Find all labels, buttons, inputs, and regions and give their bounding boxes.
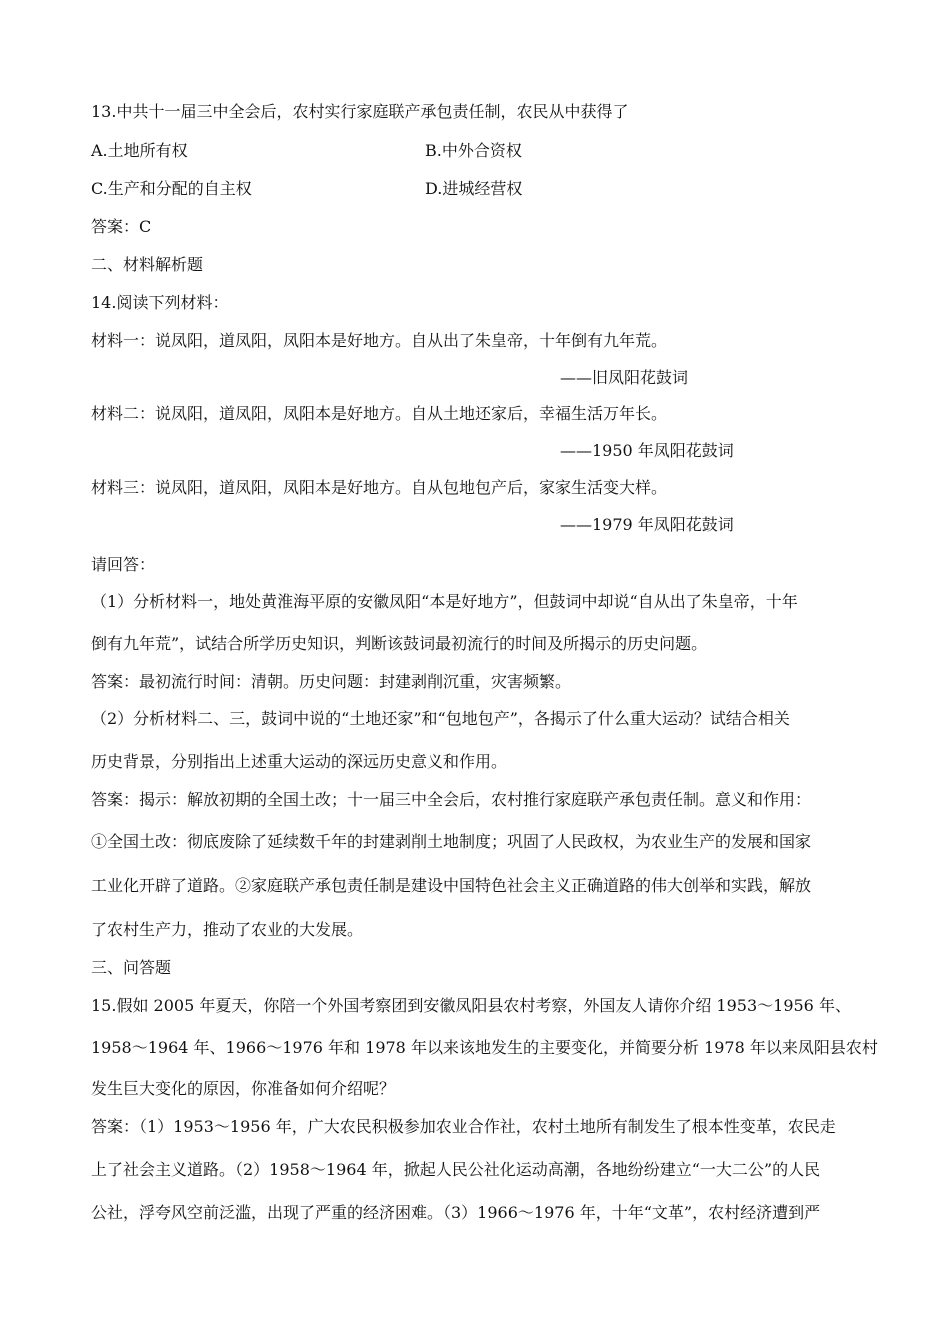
q14-answer2-line1: 答案：揭示：解放初期的全国土改；十一届三中全会后，农村推行家庭联产承包责任制。意义和作用： — [91, 790, 812, 809]
section-3-heading: 三、问答题 — [91, 958, 172, 977]
material-3: 材料三：说凤阳，道凤阳，凤阳本是好地方。自从包地包产后，家家生活变大样。 — [91, 478, 668, 497]
q14-answer2-line4: 了农村生产力，推动了农业的大发展。 — [91, 920, 364, 939]
q14-part2-line1: （2）分析材料二、三，鼓词中说的“土地还家”和“包地包产”，各揭示了什么重大运动？试结合相关 — [91, 709, 790, 728]
material-3-source: ——1979 年凤阳花鼓词 — [560, 515, 734, 534]
material-1: 材料一：说凤阳，道凤阳，凤阳本是好地方。自从出了朱皇帝，十年倒有九年荒。 — [91, 331, 668, 350]
q14-part2-line2: 历史背景，分别指出上述重大运动的深远历史意义和作用。 — [91, 752, 508, 771]
material-2-source: ——1950 年凤阳花鼓词 — [560, 441, 734, 460]
q13-option-a: A.土地所有权 — [91, 141, 188, 160]
q15-line1: 15.假如 2005 年夏天，你陪一个外国考察团到安徽凤阳县农村考察，外国友人请你介绍 1953～1956 年、 — [91, 996, 851, 1015]
q14-part1-line2: 倒有九年荒”，试结合所学历史知识，判断该鼓词最初流行的时间及所揭示的历史问题。 — [91, 634, 708, 653]
q15-line3: 发生巨大变化的原因，你准备如何介绍呢？ — [91, 1079, 396, 1098]
q13-option-d: D.进城经营权 — [425, 179, 523, 198]
q15-line2: 1958～1964 年、1966～1976 年和 1978 年以来该地发生的主要变化，并简要分析 1978 年以来凤阳县农村 — [91, 1038, 878, 1057]
q13-answer: 答案：C — [91, 217, 152, 236]
q15-answer-line3: 公社，浮夸风空前泛滥，出现了严重的经济困难。（3）1966～1976 年，十年“文革”，农村经济遭到严 — [91, 1203, 821, 1222]
q15-answer-line2: 上了社会主义道路。（2）1958～1964 年，掀起人民公社化运动高潮，各地纷纷建立“一大二公”的人民 — [91, 1160, 821, 1179]
q14-answer2-line2: ①全国土改：彻底废除了延续数千年的封建剥削土地制度；巩固了人民政权，为农业生产的发展和国家 — [91, 832, 812, 851]
q14-stem: 14.阅读下列材料： — [91, 293, 229, 312]
q14-part1-line1: （1）分析材料一，地处黄淮海平原的安徽凤阳“本是好地方”，但鼓词中却说“自从出了朱皇帝，十年 — [91, 592, 798, 611]
q13-stem: 13.中共十一届三中全会后，农村实行家庭联产承包责任制，农民从中获得了 — [91, 102, 629, 121]
q14-answer1: 答案：最初流行时间：清朝。历史问题：封建剥削沉重，灾害频繁。 — [91, 672, 572, 691]
q15-answer-line1: 答案：（1）1953～1956 年，广大农民积极参加农业合作社，农村土地所有制发生了根本性变革，农民走 — [91, 1117, 836, 1136]
q13-option-c: C.生产和分配的自主权 — [91, 179, 252, 198]
section-2-heading: 二、材料解析题 — [91, 255, 204, 274]
q13-option-b: B.中外合资权 — [425, 141, 522, 160]
q14-answer2-line3: 工业化开辟了道路。②家庭联产承包责任制是建设中国特色社会主义正确道路的伟大创举和实践，解放 — [91, 876, 812, 895]
q14-prompt: 请回答： — [91, 555, 156, 574]
material-1-source: ——旧凤阳花鼓词 — [560, 368, 689, 387]
material-2: 材料二：说凤阳，道凤阳，凤阳本是好地方。自从土地还家后，幸福生活万年长。 — [91, 404, 668, 423]
